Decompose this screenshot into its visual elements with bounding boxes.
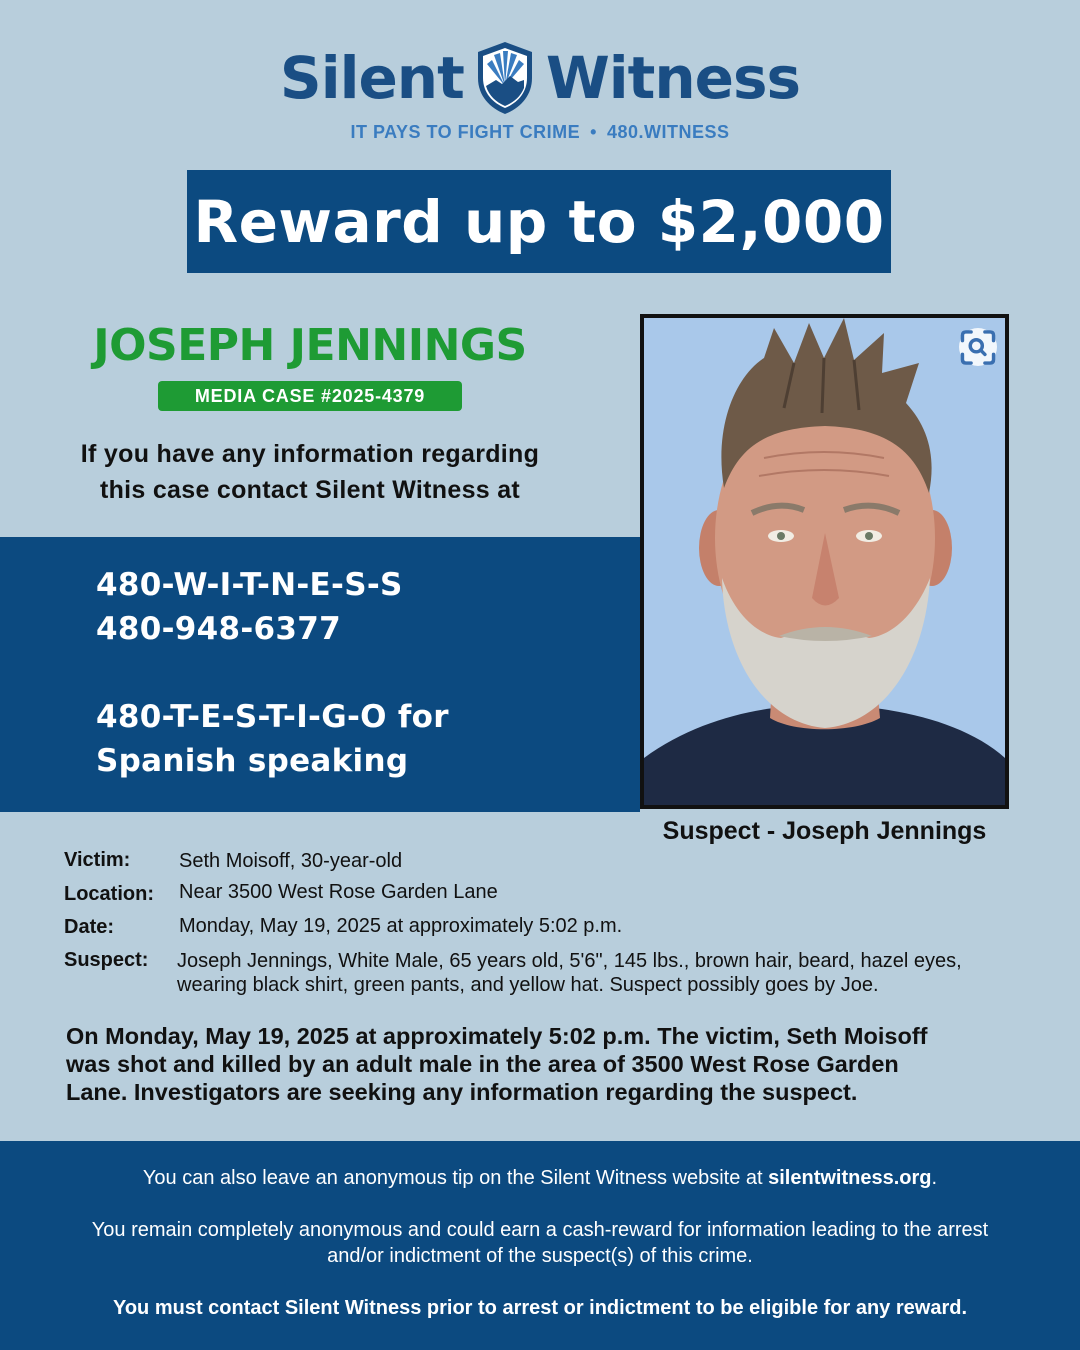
- suspect-photo: [640, 314, 1009, 809]
- anonymous-line-1: You remain completely anonymous and could earn a cash-reward for information leading to the arrest: [91, 1219, 989, 1241]
- phone-vanity: 480-W-I-T-N-E-S-S: [96, 567, 403, 603]
- spanish-phone-line-2: Spanish speaking: [96, 743, 409, 779]
- tip-prefix: You can also leave an anonymous tip on the Silent Witness website at: [142, 1167, 769, 1189]
- summary-line-2: was shot and killed by an adult male in the area of 3500 West Rose Garden: [66, 1051, 899, 1077]
- date-value: Monday, May 19, 2025 at approximately 5:02 p.m.: [179, 915, 623, 937]
- photo-caption: Suspect - Joseph Jennings: [662, 817, 987, 845]
- logo-word-witness: Witness: [545, 44, 801, 112]
- contact-intro: [0, 436, 620, 508]
- location-value: Near 3500 West Rose Garden Lane: [179, 881, 498, 903]
- phone-band: [0, 537, 640, 812]
- footer: [0, 1141, 1080, 1350]
- victim-value: Seth Moisoff, 30-year-old: [179, 850, 403, 872]
- summary-line-3: Lane. Investigators are seeking any information regarding the suspect.: [66, 1079, 858, 1105]
- eligibility-notice: You must contact Silent Witness prior to arrest or indictment to be eligible for any reward.: [112, 1297, 968, 1319]
- anonymous-line-2: and/or indictment of the suspect(s) of this crime.: [327, 1245, 753, 1267]
- tagline: [0, 122, 1080, 143]
- reward-banner: Reward up to $2,000: [187, 170, 891, 273]
- suspect-label: Suspect:: [64, 949, 149, 971]
- contact-intro-line-1: If you have any information regarding: [80, 440, 540, 468]
- location-label: Location:: [64, 883, 154, 905]
- silent-witness-logo: [0, 40, 1080, 116]
- case-summary: [66, 1022, 1026, 1106]
- suspect-name-heading: JOSEPH JENNINGS: [93, 320, 527, 371]
- phone-number: 480-948-6377: [96, 611, 342, 647]
- footer-tip-line: [0, 1165, 1080, 1191]
- visual-search-icon[interactable]: [959, 328, 997, 366]
- victim-label: Victim:: [64, 849, 131, 871]
- spanish-phone-line-1: 480-T-E-S-T-I-G-O for: [96, 699, 449, 735]
- website-link[interactable]: silentwitness.org: [768, 1167, 932, 1189]
- media-case-badge: MEDIA CASE #2025-4379: [158, 381, 462, 411]
- suspect-description-line-1: Joseph Jennings, White Male, 65 years old, 5'6", 145 lbs., brown hair, beard, hazel eyes,: [177, 950, 962, 972]
- summary-line-1: On Monday, May 19, 2025 at approximately 5:02 p.m. The victim, Seth Moisoff: [66, 1023, 928, 1049]
- tagline-slogan: IT PAYS TO FIGHT CRIME: [350, 122, 581, 142]
- suspect-description-line-2: wearing black shirt, green pants, and yellow hat. Suspect possibly goes by Joe.: [177, 974, 879, 996]
- tagline-separator: •: [590, 122, 597, 142]
- contact-intro-line-2: this case contact Silent Witness at: [99, 476, 521, 504]
- logo-word-silent: Silent: [279, 44, 464, 112]
- shield-sunburst-icon: [474, 40, 536, 116]
- suspect-description: [177, 949, 1007, 997]
- date-label: Date:: [64, 916, 115, 938]
- suspect-portrait: [644, 318, 1005, 805]
- tagline-phone: 480.WITNESS: [606, 122, 730, 142]
- tip-suffix: .: [931, 1167, 938, 1189]
